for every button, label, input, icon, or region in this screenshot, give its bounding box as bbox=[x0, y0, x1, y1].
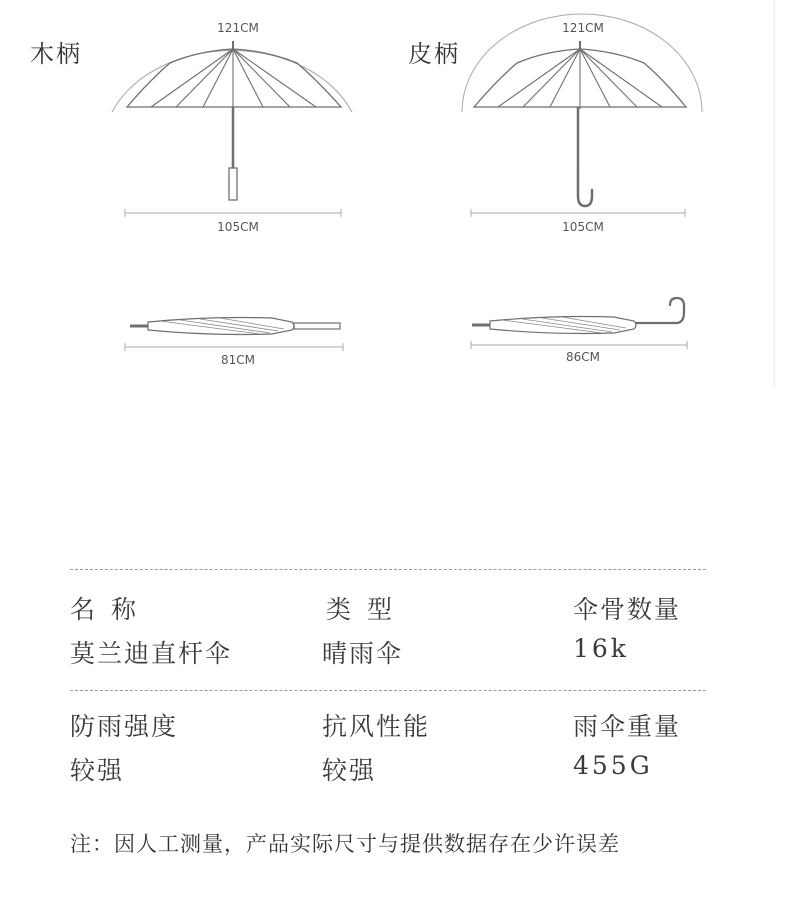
leather-canopy-span: 121CM bbox=[562, 21, 604, 35]
spec-ribs-value: 16k bbox=[573, 634, 629, 663]
spec-weight-label: 雨伞重量 bbox=[573, 712, 682, 741]
leather-handle-label: 皮柄 bbox=[408, 40, 460, 68]
spec-rainproof-value: 较强 bbox=[70, 756, 125, 785]
divider-middle bbox=[70, 690, 706, 691]
wood-canopy-span: 121CM bbox=[217, 21, 259, 35]
divider-top bbox=[70, 569, 706, 570]
leather-closed-length: 86CM bbox=[565, 350, 600, 364]
spec-windproof-value: 较强 bbox=[322, 756, 377, 785]
spec-ribs-label: 伞骨数量 bbox=[573, 595, 682, 624]
wood-open-width: 105CM bbox=[217, 220, 259, 234]
spec-name-value: 莫兰迪直杆伞 bbox=[70, 639, 233, 668]
spec-windproof-label: 抗风性能 bbox=[322, 712, 431, 741]
spec-type-value: 晴雨伞 bbox=[322, 639, 404, 668]
wood-closed-length: 81CM bbox=[220, 353, 255, 367]
wood-handle-label: 木柄 bbox=[30, 40, 82, 68]
spec-type-label: 类型 bbox=[326, 595, 409, 624]
spec-weight-value: 455G bbox=[573, 751, 653, 780]
spec-name-label: 名称 bbox=[70, 595, 153, 624]
measurement-note: 注：因人工测量，产品实际尺寸与提供数据存在少许误差 bbox=[70, 832, 620, 856]
spec-rainproof-label: 防雨强度 bbox=[70, 712, 179, 741]
leather-open-width: 105CM bbox=[562, 220, 604, 234]
